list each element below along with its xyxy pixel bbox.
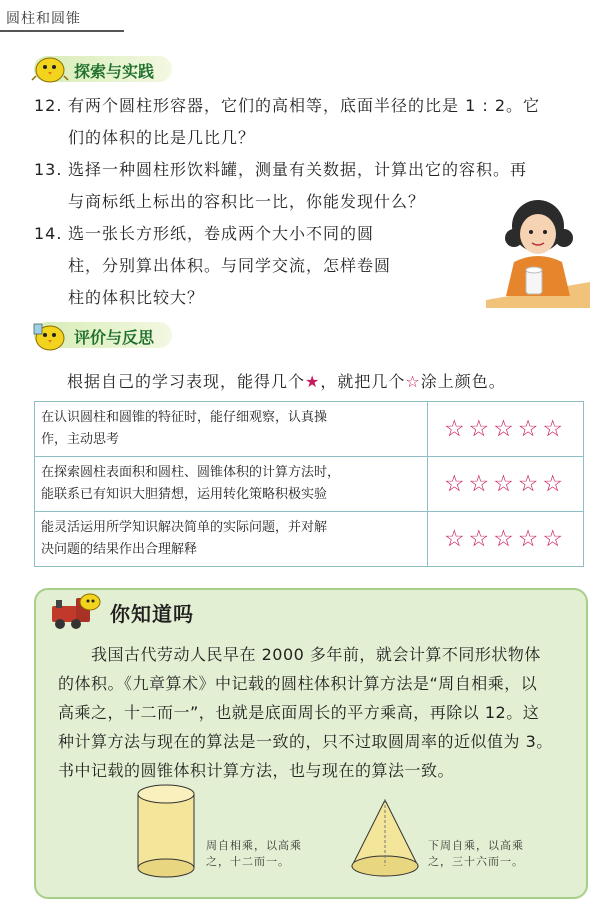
empty-star-icon: ☆	[405, 372, 421, 391]
star-rating[interactable]: ☆☆☆☆☆	[428, 457, 584, 512]
criterion-text: 能联系已有知识大胆猜想，运用转化策略积极实验	[41, 487, 328, 502]
eval-instruction	[67, 369, 506, 392]
chapter-title: 圆柱和圆锥	[6, 11, 81, 27]
girl-illustration	[486, 196, 590, 308]
problem-line: 选择一种圆柱形饮料罐，测量有关数据，计算出它的容积。再	[68, 160, 528, 179]
table-row	[35, 402, 584, 457]
chick-icon	[30, 318, 70, 352]
problem-number: 14.	[34, 224, 63, 243]
criterion-text: 在认识圆柱和圆锥的特征时，能仔细观察，认真操	[41, 410, 328, 425]
chick-icon	[30, 50, 70, 84]
problem-line: 与商标纸上标出的容积比一比，你能发现什么？	[68, 192, 426, 211]
problem-14	[34, 218, 454, 314]
table-row	[35, 457, 584, 512]
problem-12	[34, 90, 594, 154]
header-rule	[0, 30, 124, 32]
caption-line: 周自相乘，以高乘	[206, 839, 302, 852]
instruction-text: ，就把几个	[320, 372, 406, 391]
criterion-cell	[35, 402, 428, 457]
filled-star-icon: ★	[305, 372, 321, 391]
problem-line: 有两个圆柱形容器，它们的高相等，底面半径的比是 1 : 2。它	[68, 96, 541, 115]
did-you-know-title: 你知道吗	[110, 602, 194, 626]
problem-line: 选一张长方形纸，卷成两个大小不同的圆	[68, 224, 375, 243]
star-rating[interactable]: ☆☆☆☆☆	[428, 402, 584, 457]
problem-line: 柱的体积比较大？	[68, 288, 205, 307]
caption-line: 下周自乘，以高乘	[428, 839, 524, 852]
section-title-eval: 评价与反思	[74, 328, 155, 347]
section-title-explore: 探索与实践	[74, 62, 155, 81]
caption-line: 之，十二而一。	[206, 855, 290, 868]
did-you-know-text	[58, 640, 570, 785]
star-rating[interactable]: ☆☆☆☆☆	[428, 512, 584, 567]
cylinder-figure	[134, 784, 198, 880]
cone-caption	[428, 838, 524, 870]
cone-figure	[348, 796, 422, 882]
criterion-text: 在探索圆柱表面积和圆柱、圆锥体积的计算方法时，	[41, 465, 341, 480]
text-line: 的体积。《九章算术》中记载的圆柱体积计算方法是“周自相乘，以	[58, 674, 538, 693]
text-line: 我国古代劳动人民早在 2000 多年前，就会计算不同形状物体	[58, 645, 541, 664]
criterion-text: 决问题的结果作出合理解释	[41, 542, 198, 557]
criterion-text: 能灵活运用所学知识解决简单的实际问题，并对解	[41, 520, 328, 535]
text-line: 种计算方法与现在的算法是一致的，只不过取圆周率的近似值为 3。	[58, 732, 553, 751]
page-header	[0, 0, 604, 32]
criterion-cell	[35, 457, 428, 512]
evaluation-table	[34, 401, 584, 567]
criterion-cell	[35, 512, 428, 567]
text-line: 高乘之，十二而一”，也就是底面周长的平方乘高，再除以 12。这	[58, 703, 540, 722]
problem-number: 12.	[34, 96, 63, 115]
cylinder-caption	[206, 838, 302, 870]
table-row	[35, 512, 584, 567]
caption-line: 之，三十六而一。	[428, 855, 524, 868]
problem-number: 13.	[34, 160, 63, 179]
instruction-text: 涂上颜色。	[420, 372, 506, 391]
train-icon	[46, 592, 106, 632]
text-line: 书中记载的圆锥体积计算方法，也与现在的算法一致。	[58, 761, 455, 780]
criterion-text: 作，主动思考	[41, 432, 120, 447]
problem-line: 柱，分别算出体积。与同学交流，怎样卷圆	[68, 256, 392, 275]
instruction-text: 根据自己的学习表现，能得几个	[67, 372, 306, 391]
problem-line: 们的体积的比是几比几？	[68, 128, 256, 147]
